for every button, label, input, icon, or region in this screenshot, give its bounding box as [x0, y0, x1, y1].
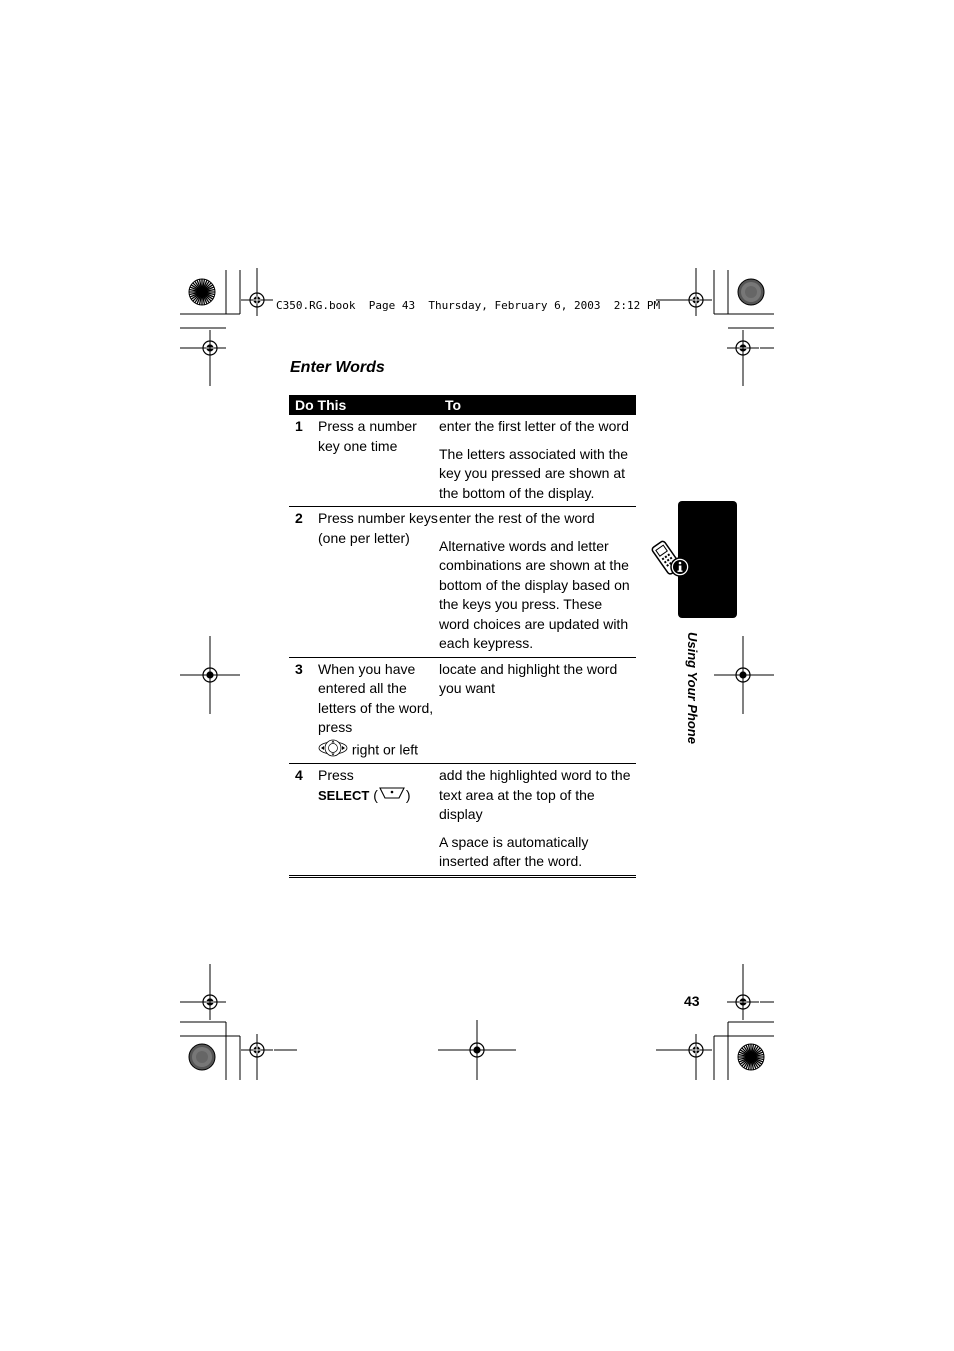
soft-key-icon	[378, 786, 406, 806]
side-tab-label: Using Your Phone	[685, 632, 700, 744]
steps-table	[289, 395, 636, 878]
result-text: add the highlighted word to the text area at the top of the display	[439, 767, 631, 822]
table-header-row	[289, 395, 636, 415]
result-text: locate and highlight the word you want	[439, 660, 618, 696]
phone-info-icon	[650, 537, 698, 586]
side-tab	[678, 501, 737, 618]
step-number: 4	[289, 764, 318, 877]
step-action	[318, 764, 439, 877]
header-do-this: Do This	[289, 395, 439, 415]
step-action-suffix: right or left	[351, 740, 419, 757]
result-text: enter the rest of the word	[439, 510, 595, 526]
table-row	[289, 507, 636, 658]
step-result	[439, 415, 636, 507]
header-to: To	[439, 395, 636, 415]
paren-open: (	[373, 786, 378, 803]
result-note: A space is automatically inserted after the word.	[439, 833, 589, 869]
step-action-text: Press	[318, 767, 354, 783]
table-row	[289, 657, 636, 764]
section-title: Enter Words	[290, 359, 385, 376]
result-note: The letters associated with the key you pressed are shown at the bottom of the display.	[439, 445, 629, 501]
result-note: Alternative words and letter combinations are shown at the bottom of the display based on the keys you press. These word choices are updated with each keypress.	[439, 537, 630, 651]
table-row	[289, 415, 636, 507]
step-action: Press number keys (one per letter)	[318, 507, 439, 658]
result-text: enter the first letter of the word	[439, 418, 629, 434]
select-key-label: SELECT	[318, 787, 370, 803]
nav-key-icon	[318, 738, 348, 764]
step-number: 1	[289, 415, 318, 507]
step-action-text: When you have entered all the letters of the word, press	[318, 660, 434, 735]
step-number: 2	[289, 507, 318, 658]
step-action	[318, 657, 439, 764]
print-header: C350.RG.book Page 43 Thursday, February 6, 2003 2:12 PM	[276, 299, 661, 312]
page-number: 43	[684, 993, 700, 1009]
step-result	[439, 764, 636, 877]
step-number: 3	[289, 657, 318, 764]
paren-close: )	[405, 786, 411, 803]
step-action: Press a number key one time	[318, 415, 439, 507]
step-result	[439, 507, 636, 658]
step-result	[439, 657, 636, 764]
table-row	[289, 764, 636, 877]
